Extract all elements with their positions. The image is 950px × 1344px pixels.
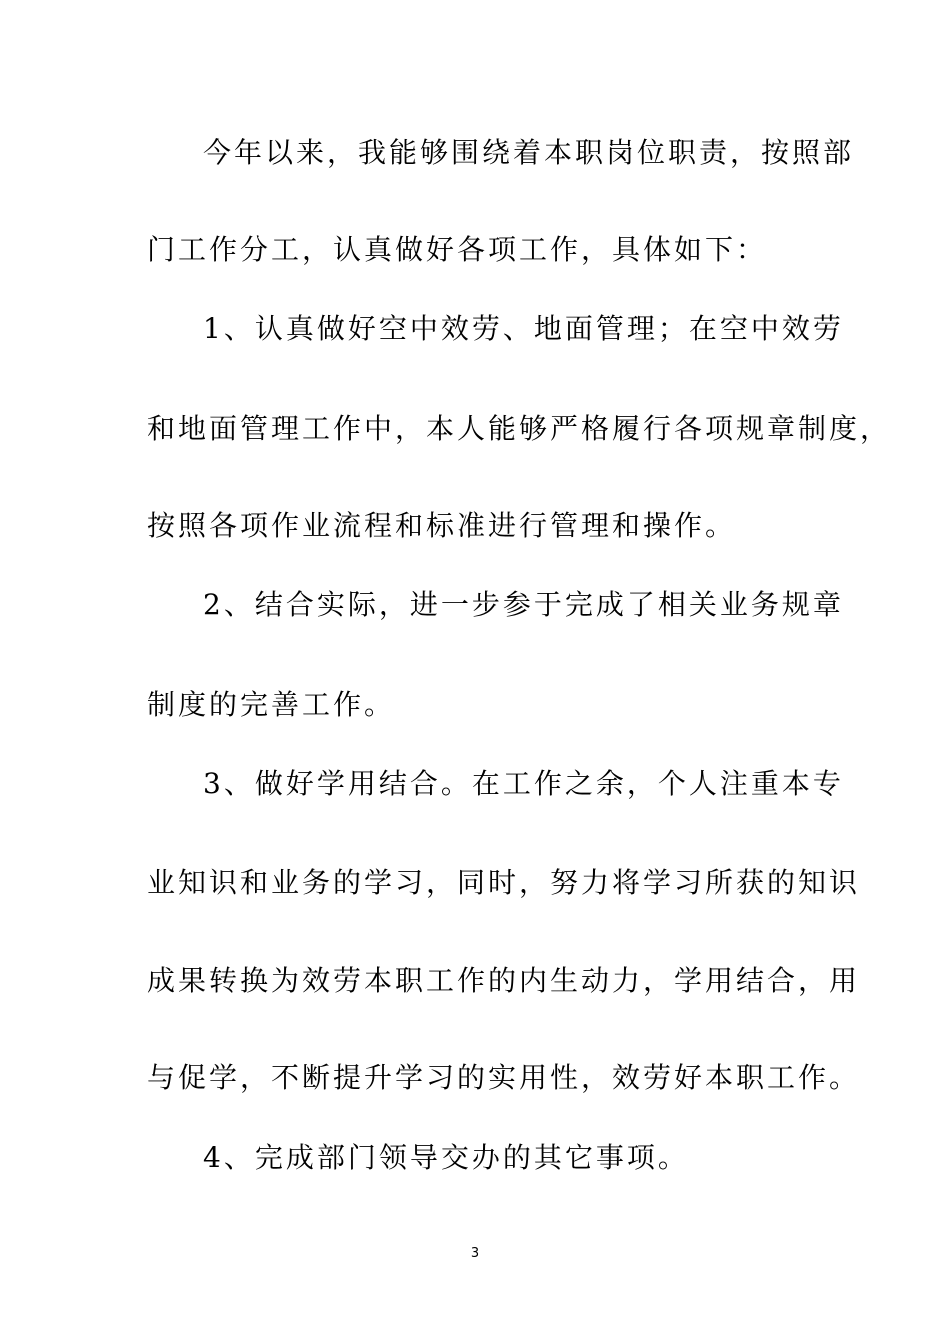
paragraph-line: 成果转换为效劳本职工作的内生动力，学用结合，用: [147, 964, 861, 997]
paragraph-line: 与促学，不断提升学习的实用性，效劳好本职工作。: [147, 1061, 861, 1094]
paragraph-line: 今年以来，我能够围绕着本职岗位职责，按照部: [203, 136, 855, 169]
paragraph-line: 门工作分工，认真做好各项工作，具体如下：: [147, 233, 768, 266]
paragraph-line: 按照各项作业流程和标准进行管理和操作。: [147, 509, 737, 542]
paragraph-line: 1、认真做好空中效劳、地面管理；在空中效劳: [203, 312, 844, 345]
page-number: 3: [470, 1246, 480, 1261]
paragraph-line: 2、结合实际，进一步参于完成了相关业务规章: [203, 588, 844, 621]
paragraph-line: 4、完成部门领导交办的其它事项。: [203, 1141, 689, 1174]
paragraph-line: 业知识和业务的学习，同时，努力将学习所获的知识: [147, 866, 861, 899]
paragraph-line: 和地面管理工作中，本人能够严格履行各项规章制度，: [147, 412, 892, 445]
paragraph-line: 3、做好学用结合。在工作之余，个人注重本专: [203, 767, 844, 800]
paragraph-line: 制度的完善工作。: [147, 688, 396, 721]
